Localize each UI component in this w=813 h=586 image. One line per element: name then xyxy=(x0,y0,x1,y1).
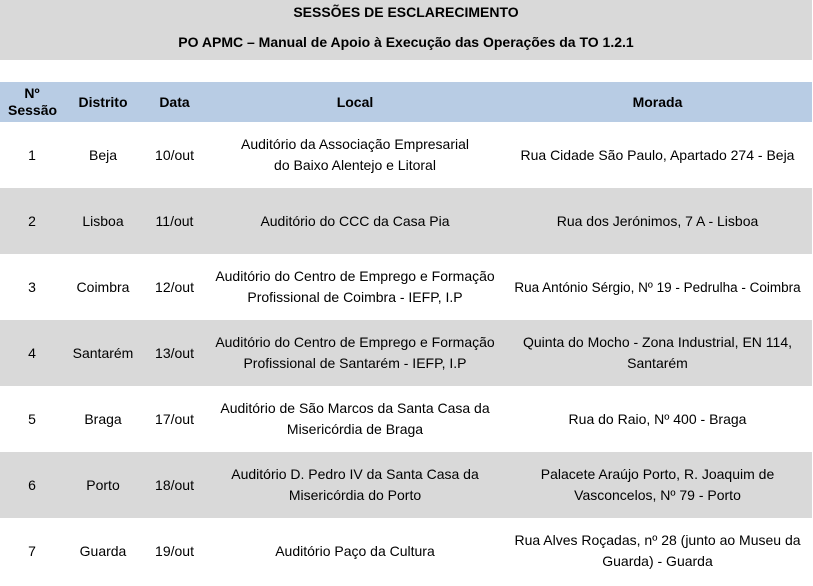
table-header-row xyxy=(0,82,812,122)
cell-morada: Rua dos Jerónimos, 7 A - Lisboa xyxy=(503,188,812,254)
cell-data: 10/out xyxy=(142,122,207,188)
cell-data: 18/out xyxy=(142,452,207,518)
cell-local: Auditório da Associação Empresarial do Baixo Alentejo e Litoral xyxy=(207,122,503,188)
header-distrito: Distrito xyxy=(64,82,142,122)
document-subtitle: PO APMC – Manual de Apoio à Execução das Operações da TO 1.2.1 xyxy=(178,34,634,50)
cell-distrito: Santarém xyxy=(64,320,142,386)
cell-data: 17/out xyxy=(142,386,207,452)
cell-local: Auditório Paço da Cultura xyxy=(207,518,503,584)
cell-morada: Rua António Sérgio, Nº 19 - Pedrulha - Coimbra xyxy=(503,254,812,320)
table-row xyxy=(0,254,812,320)
title-block xyxy=(0,0,812,60)
header-morada: Morada xyxy=(503,82,812,122)
cell-num: 1 xyxy=(0,122,64,188)
header-num-sessao: Nº Sessão xyxy=(0,82,64,122)
document-title: SESSÕES DE ESCLARECIMENTO xyxy=(293,4,519,20)
table-row xyxy=(0,320,812,386)
cell-local: Auditório do CCC da Casa Pia xyxy=(207,188,503,254)
cell-morada: Palacete Araújo Porto, R. Joaquim de Vasconcelos, Nº 79 - Porto xyxy=(503,452,812,518)
cell-distrito: Lisboa xyxy=(64,188,142,254)
cell-morada: Rua Cidade São Paulo, Apartado 274 - Beja xyxy=(503,122,812,188)
cell-num: 2 xyxy=(0,188,64,254)
cell-data: 19/out xyxy=(142,518,207,584)
header-local: Local xyxy=(207,82,503,122)
cell-morada: Rua do Raio, Nº 400 - Braga xyxy=(503,386,812,452)
table-row xyxy=(0,122,812,188)
cell-morada: Rua Alves Roçadas, nº 28 (junto ao Museu da Guarda) - Guarda xyxy=(503,518,812,584)
cell-local: Auditório do Centro de Emprego e Formação Profissional de Coimbra - IEFP, I.P xyxy=(207,254,503,320)
cell-distrito: Guarda xyxy=(64,518,142,584)
cell-data: 11/out xyxy=(142,188,207,254)
cell-distrito: Braga xyxy=(64,386,142,452)
cell-distrito: Porto xyxy=(64,452,142,518)
cell-num: 4 xyxy=(0,320,64,386)
cell-local: Auditório D. Pedro IV da Santa Casa da Misericórdia do Porto xyxy=(207,452,503,518)
table-row xyxy=(0,518,812,584)
cell-local: Auditório do Centro de Emprego e Formação Profissional de Santarém - IEFP, I.P xyxy=(207,320,503,386)
cell-num: 3 xyxy=(0,254,64,320)
cell-num: 5 xyxy=(0,386,64,452)
cell-data: 12/out xyxy=(142,254,207,320)
table-row xyxy=(0,188,812,254)
cell-num: 7 xyxy=(0,518,64,584)
cell-data: 13/out xyxy=(142,320,207,386)
spacer xyxy=(0,60,812,82)
table-row xyxy=(0,452,812,518)
cell-distrito: Beja xyxy=(64,122,142,188)
cell-distrito: Coimbra xyxy=(64,254,142,320)
sessions-table xyxy=(0,82,812,584)
cell-local: Auditório de São Marcos da Santa Casa da Misericórdia de Braga xyxy=(207,386,503,452)
header-data: Data xyxy=(142,82,207,122)
cell-morada: Quinta do Mocho - Zona Industrial, EN 114, Santarém xyxy=(503,320,812,386)
cell-num: 6 xyxy=(0,452,64,518)
table-row xyxy=(0,386,812,452)
